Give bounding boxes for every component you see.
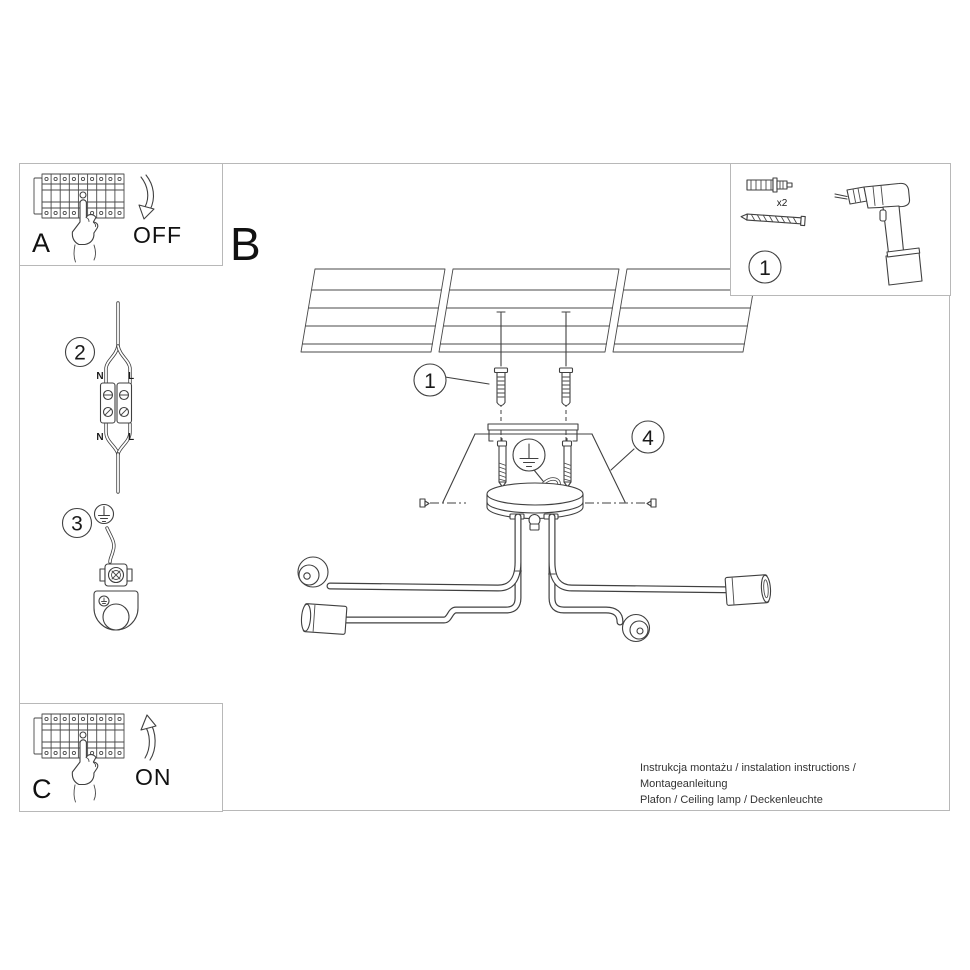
arrow-down-icon [139,175,154,219]
lamp-head-icon [298,557,328,587]
lamp-socket-icon [725,574,771,605]
parts-tools-illustration [731,164,950,295]
terminal-label-n-top: N [96,371,104,382]
lamp-head-icon [623,615,650,642]
callout-parts-number: 1 [759,257,771,280]
footer-text [640,760,940,808]
ceiling-illustration [301,269,757,352]
circuit-breaker-icon [34,174,124,218]
bracket-plate [94,591,138,630]
callout-wiring-number: 2 [74,341,86,365]
quantity-label: x2 [776,198,788,209]
callout-bracket-number: 4 [642,427,654,450]
section-b-letter: B [230,218,261,270]
earth-terminal-screw [100,564,132,586]
callout-bracket [611,421,664,470]
earth-symbol-icon [95,505,114,524]
footer-line-2: Plafon / Ceiling lamp / Deckenleuchte [640,794,823,806]
power-on-label: ON [135,764,172,790]
panel-a-letter: A [32,228,51,258]
callout-anchors-number: 1 [424,370,436,393]
terminal-block [101,383,132,423]
circuit-breaker-icon [34,714,124,758]
mounting-bracket [475,424,592,441]
step-wiring [66,303,135,492]
callout-grounding-number: 3 [71,512,83,536]
panel-parts-tools [730,163,951,296]
pointing-hand-icon [72,740,97,802]
panel-power-off [19,163,223,266]
terminal-label-n-bottom: N [96,432,104,443]
wall-plug-with-screw-icon [747,178,792,192]
lamp-arms [330,517,744,622]
footer-line-1: Instrukcja montażu / instalation instructions / Montageanleitung [640,762,856,790]
pointing-hand-icon [72,200,97,262]
earth-symbol-icon [513,439,545,481]
power-off-label: OFF [133,222,182,248]
canopy [487,483,583,530]
panel-c-letter: C [32,774,52,804]
callout-anchors [414,364,489,396]
drill-icon [835,183,922,285]
panel-power-on [19,703,223,812]
breaker-off-illustration [20,164,223,265]
screw-icon [741,212,805,225]
arrow-up-icon [141,715,156,760]
terminal-label-l-bottom: L [127,432,135,443]
step-grounding [63,505,139,631]
wall-plug-icon [495,368,573,406]
lamp-socket-icon [301,603,347,634]
terminal-label-l-top: L [127,371,135,382]
